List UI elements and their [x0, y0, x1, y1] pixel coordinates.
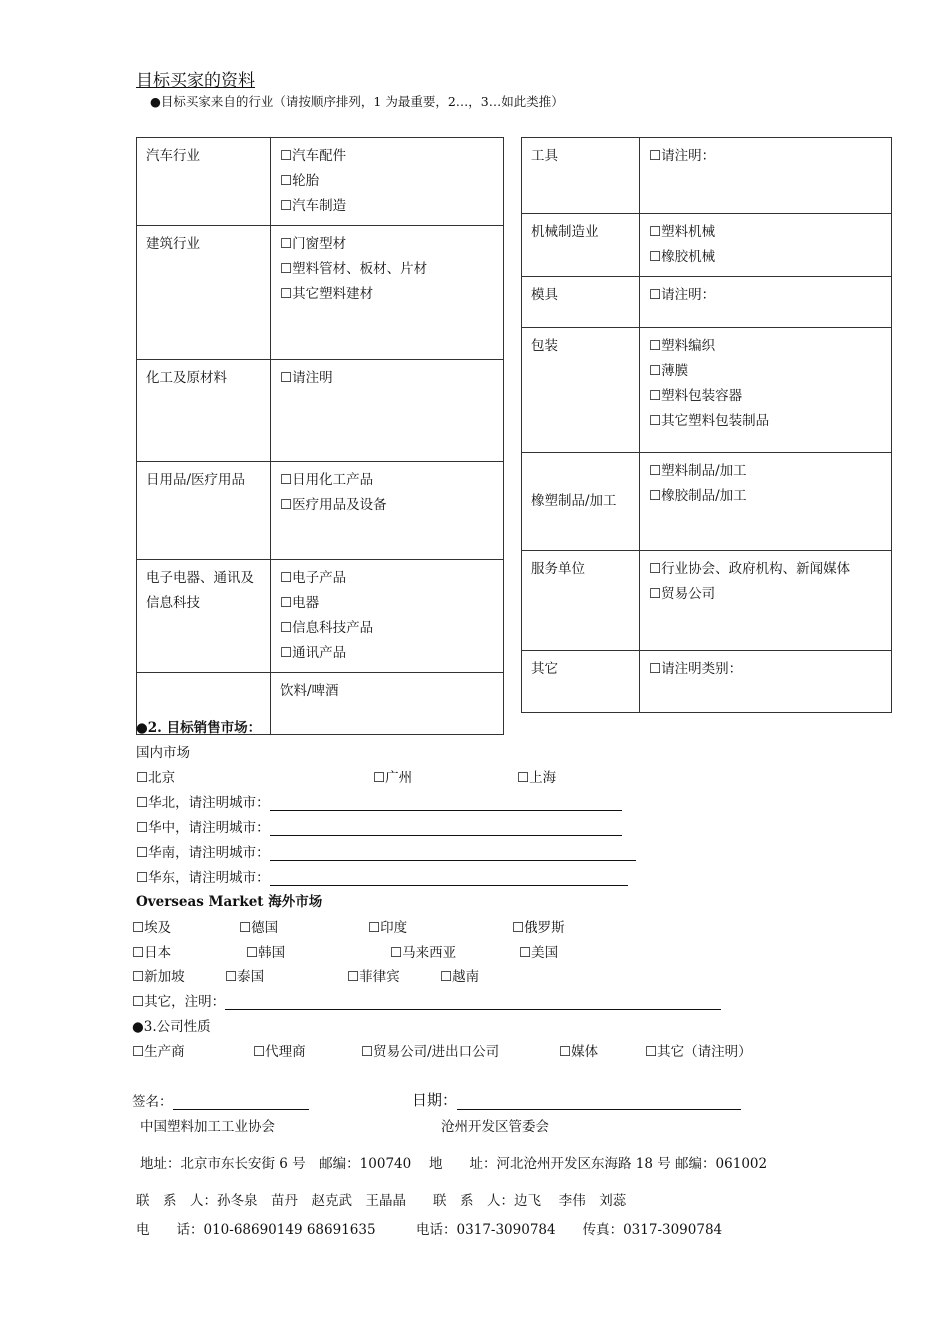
signature-row — [132, 1090, 309, 1110]
industry-table-right — [521, 137, 892, 713]
option-label: 饮料/啤酒 — [280, 683, 339, 699]
central-city-field[interactable] — [270, 821, 622, 836]
checkbox-option[interactable]: ☐薄膜 — [649, 363, 689, 379]
date-row — [412, 1089, 741, 1110]
industry-category: 电子电器、通讯及信息科技 — [137, 560, 271, 673]
checkbox-guangzhou[interactable]: ☐广州 — [373, 770, 413, 786]
checkbox-country[interactable]: ☐韩国 — [246, 945, 286, 961]
industry-options — [271, 360, 504, 462]
phone-line: 电 话：010-68690149 68691635 电话：0317-3090784 传真：0317-3090784 — [136, 1222, 723, 1238]
checkbox-east-china[interactable]: ☐华东，请注明城市： — [136, 870, 270, 886]
checkbox-option[interactable]: ☐行业协会、政府机构、新闻媒体 — [649, 561, 851, 577]
checkbox-option[interactable]: ☐其它塑料建材 — [280, 286, 374, 302]
industry-category: 橡塑制品/加工 — [522, 453, 640, 551]
organizer-name: 中国塑料加工工业协会 — [140, 1119, 275, 1135]
domestic-market-label: 国内市场 — [136, 745, 190, 761]
industry-options — [271, 560, 504, 673]
industry-options — [640, 277, 892, 328]
checkbox-option[interactable]: ☐塑料管材、板材、片材 — [280, 261, 428, 277]
south-city-field[interactable] — [270, 846, 636, 861]
co-organizer-name: 沧州开发区管委会 — [441, 1119, 549, 1135]
industry-options — [640, 551, 892, 651]
industry-options — [640, 651, 892, 713]
other-market-field[interactable] — [225, 995, 721, 1010]
industry-category: 服务单位 — [522, 551, 640, 651]
industry-options — [271, 673, 504, 735]
east-city-field[interactable] — [270, 871, 628, 886]
overseas-market-label: Overseas Market 海外市场 — [136, 894, 323, 910]
checkbox-country[interactable]: ☐菲律宾 — [347, 969, 400, 985]
checkbox-south-china[interactable]: ☐华南，请注明城市： — [136, 845, 270, 861]
signature-label: 签名： — [132, 1094, 173, 1110]
checkbox-option[interactable]: ☐门窗型材 — [280, 236, 347, 252]
checkbox-option[interactable]: ☐电器 — [280, 595, 320, 611]
region-east — [136, 866, 628, 886]
address-line: 地址：北京市东长安街 6 号 邮编：100740 地 址：河北沧州开发区东海路 18 号 邮编：061002 — [140, 1156, 768, 1172]
checkbox-agent[interactable]: ☐代理商 — [253, 1044, 306, 1060]
industry-category: 模具 — [522, 277, 640, 328]
checkbox-beijing[interactable]: ☐北京 — [136, 770, 176, 786]
industry-options — [271, 138, 504, 226]
checkbox-central-china[interactable]: ☐华中，请注明城市： — [136, 820, 270, 836]
checkbox-option[interactable]: ☐塑料制品/加工 — [649, 463, 747, 479]
checkbox-option[interactable]: ☐贸易公司 — [649, 586, 716, 602]
checkbox-other-market[interactable]: ☐其它，注明： — [132, 994, 226, 1010]
industry-options — [640, 328, 892, 453]
checkbox-country[interactable]: ☐日本 — [132, 945, 172, 961]
checkbox-north-china[interactable]: ☐华北，请注明城市： — [136, 795, 270, 811]
checkbox-manufacturer[interactable]: ☐生产商 — [132, 1044, 185, 1060]
checkbox-option[interactable]: ☐其它塑料包装制品 — [649, 413, 770, 429]
region-south — [136, 841, 636, 861]
checkbox-option[interactable]: ☐日用化工产品 — [280, 472, 374, 488]
checkbox-country[interactable]: ☐泰国 — [225, 969, 265, 985]
checkbox-option[interactable]: ☐信息科技产品 — [280, 620, 374, 636]
industry-category: 化工及原材料 — [137, 360, 271, 462]
checkbox-country[interactable]: ☐美国 — [519, 945, 559, 961]
checkbox-country[interactable]: ☐德国 — [239, 920, 279, 936]
checkbox-country[interactable]: ☐印度 — [368, 920, 408, 936]
date-field[interactable] — [457, 1095, 741, 1110]
checkbox-option[interactable]: ☐轮胎 — [280, 173, 320, 189]
checkbox-option[interactable]: ☐医疗用品及设备 — [280, 497, 387, 513]
checkbox-option[interactable]: ☐塑料编织 — [649, 338, 716, 354]
contact-line: 联 系 人：孙冬泉 苗丹 赵克武 王晶晶 联 系 人：边飞 李伟 刘蕊 — [136, 1193, 627, 1209]
checkbox-option[interactable]: ☐请注明： — [649, 287, 716, 303]
industry-options — [640, 453, 892, 551]
checkbox-option[interactable]: ☐塑料包装容器 — [649, 388, 743, 404]
checkbox-trading-company[interactable]: ☐贸易公司/进出口公司 — [361, 1044, 500, 1060]
industry-options — [640, 214, 892, 277]
industry-options — [271, 462, 504, 560]
signature-field[interactable] — [173, 1095, 309, 1110]
checkbox-option[interactable]: ☐橡胶机械 — [649, 249, 716, 265]
page-title: 目标买家的资料 — [136, 71, 255, 91]
industry-category: 机械制造业 — [522, 214, 640, 277]
checkbox-country[interactable]: ☐俄罗斯 — [512, 920, 565, 936]
checkbox-option[interactable]: ☐橡胶制品/加工 — [649, 488, 747, 504]
industry-category: 日用品/医疗用品 — [137, 462, 271, 560]
region-central — [136, 816, 622, 836]
region-north — [136, 791, 622, 811]
market-heading: ●2. 目标销售市场： — [136, 720, 262, 736]
checkbox-option[interactable]: ☐请注明： — [649, 148, 716, 164]
checkbox-shanghai[interactable]: ☐上海 — [517, 770, 557, 786]
industry-category: 汽车行业 — [137, 138, 271, 226]
checkbox-country[interactable]: ☐越南 — [440, 969, 480, 985]
industry-category: 建筑行业 — [137, 226, 271, 360]
other-market-row — [132, 990, 721, 1010]
industry-table-left — [136, 137, 504, 735]
company-type-heading: ●3.公司性质 — [132, 1019, 211, 1035]
checkbox-option[interactable]: ☐请注明类别： — [649, 661, 743, 677]
checkbox-country[interactable]: ☐新加坡 — [132, 969, 185, 985]
checkbox-option[interactable]: ☐汽车配件 — [280, 148, 347, 164]
checkbox-media[interactable]: ☐媒体 — [559, 1044, 599, 1060]
north-city-field[interactable] — [270, 796, 622, 811]
checkbox-other-type[interactable]: ☐其它（请注明） — [645, 1044, 752, 1060]
industry-options — [271, 226, 504, 360]
checkbox-option[interactable]: ☐塑料机械 — [649, 224, 716, 240]
checkbox-option[interactable]: ☐汽车制造 — [280, 198, 347, 214]
checkbox-option[interactable]: ☐请注明 — [280, 370, 333, 386]
industry-category: 工具 — [522, 138, 640, 214]
industry-category: 包装 — [522, 328, 640, 453]
checkbox-country[interactable]: ☐埃及 — [132, 920, 172, 936]
checkbox-option[interactable]: ☐通讯产品 — [280, 645, 347, 661]
industry-category: 其它 — [522, 651, 640, 713]
industry-instruction: ●目标买家来自的行业（请按顺序排列，1 为最重要，2…，3…如此类推） — [150, 94, 564, 109]
checkbox-country[interactable]: ☐马来西亚 — [390, 945, 457, 961]
industry-options — [640, 138, 892, 214]
checkbox-option[interactable]: ☐电子产品 — [280, 570, 347, 586]
date-label: 日期： — [412, 1091, 458, 1109]
